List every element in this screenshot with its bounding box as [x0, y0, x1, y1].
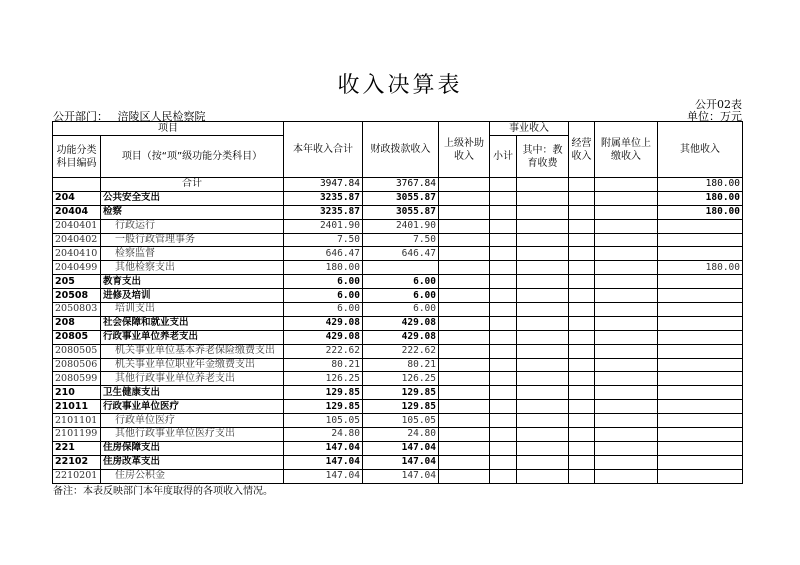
subtotal-cell [490, 414, 517, 428]
business-cell [569, 191, 595, 205]
business-cell [569, 358, 595, 372]
header-item: 项目（按“项”级功能分类科目） [101, 136, 284, 178]
item-name-cell: 卫生健康支出 [101, 386, 284, 400]
affiliated-cell [595, 414, 658, 428]
footnote: 备注：本表反映部门本年度取得的各项收入情况。 [53, 486, 273, 497]
affiliated-cell [595, 205, 658, 219]
superior-cell [439, 386, 490, 400]
department-name: 涪陵区人民检察院 [117, 110, 206, 123]
income-table [52, 121, 743, 484]
item-name-cell: 其他行政事业单位医疗支出 [101, 428, 284, 442]
fiscal-cell: 429.08 [363, 330, 439, 344]
subtotal-cell [490, 178, 517, 192]
subtotal-cell [490, 289, 517, 303]
item-name-cell: 培训支出 [101, 303, 284, 317]
fiscal-cell: 2401.90 [363, 219, 439, 233]
other-income-cell [658, 400, 743, 414]
header-subtotal: 小计 [490, 136, 517, 178]
item-name-cell: 住房改革支出 [101, 455, 284, 469]
subtotal-cell [490, 330, 517, 344]
other-income-cell [658, 330, 743, 344]
func-code-cell [53, 178, 101, 192]
table-row [53, 303, 743, 317]
edu-fee-cell [517, 469, 569, 483]
superior-cell [439, 344, 490, 358]
affiliated-cell [595, 386, 658, 400]
total-income-cell: 80.21 [284, 358, 363, 372]
business-cell [569, 205, 595, 219]
edu-fee-cell [517, 344, 569, 358]
subtotal-cell [490, 469, 517, 483]
other-income-cell [658, 441, 743, 455]
table-row [53, 344, 743, 358]
business-cell [569, 386, 595, 400]
fiscal-cell: 129.85 [363, 386, 439, 400]
item-name-cell: 一般行政管理事务 [101, 233, 284, 247]
func-code-cell: 21011 [53, 400, 101, 414]
func-code-cell: 210 [53, 386, 101, 400]
superior-cell [439, 261, 490, 275]
subtotal-cell [490, 344, 517, 358]
subtotal-cell [490, 247, 517, 261]
business-cell [569, 372, 595, 386]
item-name-cell: 其他检察支出 [101, 261, 284, 275]
item-name-cell: 行政运行 [101, 219, 284, 233]
header-other: 其他收入 [658, 122, 743, 178]
other-income-cell [658, 428, 743, 442]
item-name-cell: 住房保障支出 [101, 441, 284, 455]
fiscal-cell: 6.00 [363, 303, 439, 317]
total-income-cell: 126.25 [284, 372, 363, 386]
edu-fee-cell [517, 275, 569, 289]
business-cell [569, 441, 595, 455]
superior-cell [439, 469, 490, 483]
other-income-cell [658, 219, 743, 233]
edu-fee-cell [517, 358, 569, 372]
item-name-cell: 公共安全支出 [101, 191, 284, 205]
table-row [53, 330, 743, 344]
business-cell [569, 428, 595, 442]
other-income-cell [658, 275, 743, 289]
subtotal-cell [490, 441, 517, 455]
other-income-cell: 180.00 [658, 178, 743, 192]
edu-fee-cell [517, 178, 569, 192]
affiliated-cell [595, 316, 658, 330]
func-code-cell: 2101199 [53, 428, 101, 442]
table-row [53, 247, 743, 261]
table-row [53, 205, 743, 219]
fiscal-cell: 6.00 [363, 289, 439, 303]
func-code-cell: 2080505 [53, 344, 101, 358]
superior-cell [439, 247, 490, 261]
affiliated-cell [595, 469, 658, 483]
other-income-cell [658, 303, 743, 317]
superior-cell [439, 428, 490, 442]
other-income-cell [658, 469, 743, 483]
affiliated-cell [595, 303, 658, 317]
affiliated-cell [595, 455, 658, 469]
total-income-cell: 180.00 [284, 261, 363, 275]
total-income-cell: 147.04 [284, 441, 363, 455]
total-income-cell: 105.05 [284, 414, 363, 428]
superior-cell [439, 455, 490, 469]
item-name-cell: 住房公积金 [101, 469, 284, 483]
item-name-cell: 行政事业单位养老支出 [101, 330, 284, 344]
edu-fee-cell [517, 414, 569, 428]
edu-fee-cell [517, 441, 569, 455]
func-code-cell: 204 [53, 191, 101, 205]
item-name-cell: 社会保障和就业支出 [101, 316, 284, 330]
fiscal-cell: 147.04 [363, 469, 439, 483]
unit-label: 单位：万元 [687, 110, 742, 123]
func-code-cell: 20805 [53, 330, 101, 344]
subtotal-cell [490, 386, 517, 400]
table-row [53, 289, 743, 303]
other-income-cell [658, 386, 743, 400]
header-func-code: 功能分类科目编码 [53, 136, 101, 178]
edu-fee-cell [517, 191, 569, 205]
superior-cell [439, 275, 490, 289]
fiscal-cell [363, 261, 439, 275]
other-income-cell [658, 372, 743, 386]
table-row [53, 358, 743, 372]
affiliated-cell [595, 233, 658, 247]
business-cell [569, 233, 595, 247]
func-code-cell: 2080506 [53, 358, 101, 372]
superior-cell [439, 400, 490, 414]
edu-fee-cell [517, 400, 569, 414]
other-income-cell [658, 414, 743, 428]
other-income-cell [658, 316, 743, 330]
total-income-cell: 7.50 [284, 233, 363, 247]
func-code-cell: 20508 [53, 289, 101, 303]
superior-cell [439, 205, 490, 219]
other-income-cell [658, 344, 743, 358]
func-code-cell: 20404 [53, 205, 101, 219]
total-income-cell: 24.80 [284, 428, 363, 442]
other-income-cell [658, 233, 743, 247]
func-code-cell: 22102 [53, 455, 101, 469]
affiliated-cell [595, 358, 658, 372]
other-income-cell: 180.00 [658, 261, 743, 275]
total-income-cell: 129.85 [284, 386, 363, 400]
item-name-cell: 其他行政事业单位养老支出 [101, 372, 284, 386]
superior-cell [439, 372, 490, 386]
fiscal-cell: 429.08 [363, 316, 439, 330]
superior-cell [439, 358, 490, 372]
table-row [53, 261, 743, 275]
table-row [53, 219, 743, 233]
business-cell [569, 303, 595, 317]
business-cell [569, 469, 595, 483]
total-income-cell: 147.04 [284, 455, 363, 469]
subtotal-cell [490, 275, 517, 289]
business-cell [569, 400, 595, 414]
superior-cell [439, 330, 490, 344]
fiscal-cell: 222.62 [363, 344, 439, 358]
fiscal-cell: 147.04 [363, 441, 439, 455]
subtotal-cell [490, 219, 517, 233]
business-cell [569, 289, 595, 303]
other-income-cell [658, 358, 743, 372]
business-cell [569, 316, 595, 330]
item-name-cell: 行政事业单位医疗 [101, 400, 284, 414]
subtotal-cell [490, 261, 517, 275]
business-cell [569, 261, 595, 275]
edu-fee-cell [517, 219, 569, 233]
subtotal-cell [490, 372, 517, 386]
table-row [53, 414, 743, 428]
other-income-cell: 180.00 [658, 205, 743, 219]
affiliated-cell [595, 275, 658, 289]
subtotal-cell [490, 205, 517, 219]
edu-fee-cell [517, 330, 569, 344]
affiliated-cell [595, 344, 658, 358]
fiscal-cell: 6.00 [363, 275, 439, 289]
business-cell [569, 330, 595, 344]
affiliated-cell [595, 178, 658, 192]
table-row [53, 178, 743, 192]
other-income-cell [658, 247, 743, 261]
edu-fee-cell [517, 233, 569, 247]
header-edu-fee: 其中：教育收费 [517, 136, 569, 178]
department-label: 公开部门： [53, 110, 108, 123]
table-row [53, 441, 743, 455]
edu-fee-cell [517, 372, 569, 386]
total-income-cell: 6.00 [284, 303, 363, 317]
superior-cell [439, 414, 490, 428]
total-income-cell: 147.04 [284, 469, 363, 483]
subtotal-cell [490, 358, 517, 372]
business-cell [569, 344, 595, 358]
page-title: 收入决算表 [337, 73, 463, 98]
fiscal-cell: 147.04 [363, 455, 439, 469]
table-row [53, 316, 743, 330]
edu-fee-cell [517, 316, 569, 330]
item-name-cell: 检察监督 [101, 247, 284, 261]
superior-cell [439, 233, 490, 247]
edu-fee-cell [517, 261, 569, 275]
header-career-group: 事业收入 [490, 122, 569, 136]
table-row [53, 455, 743, 469]
fiscal-cell: 126.25 [363, 372, 439, 386]
affiliated-cell [595, 372, 658, 386]
fiscal-cell: 3767.84 [363, 178, 439, 192]
superior-cell [439, 191, 490, 205]
total-income-cell: 429.08 [284, 330, 363, 344]
edu-fee-cell [517, 289, 569, 303]
subtotal-cell [490, 303, 517, 317]
fiscal-cell: 24.80 [363, 428, 439, 442]
affiliated-cell [595, 330, 658, 344]
item-name-cell: 合计 [101, 178, 284, 192]
item-name-cell: 检察 [101, 205, 284, 219]
fiscal-cell: 3055.87 [363, 205, 439, 219]
fiscal-cell: 3055.87 [363, 191, 439, 205]
func-code-cell: 2210201 [53, 469, 101, 483]
subtotal-cell [490, 455, 517, 469]
other-income-cell: 180.00 [658, 191, 743, 205]
item-name-cell: 教育支出 [101, 275, 284, 289]
other-income-cell [658, 289, 743, 303]
edu-fee-cell [517, 205, 569, 219]
subtotal-cell [490, 191, 517, 205]
affiliated-cell [595, 289, 658, 303]
superior-cell [439, 178, 490, 192]
table-row [53, 372, 743, 386]
edu-fee-cell [517, 386, 569, 400]
func-code-cell: 2040401 [53, 219, 101, 233]
business-cell [569, 247, 595, 261]
affiliated-cell [595, 219, 658, 233]
superior-cell [439, 289, 490, 303]
fiscal-cell: 105.05 [363, 414, 439, 428]
total-income-cell: 6.00 [284, 275, 363, 289]
func-code-cell: 2040499 [53, 261, 101, 275]
item-name-cell: 行政单位医疗 [101, 414, 284, 428]
edu-fee-cell [517, 455, 569, 469]
subtotal-cell [490, 233, 517, 247]
header-total-income: 本年收入合计 [284, 122, 363, 178]
edu-fee-cell [517, 247, 569, 261]
fiscal-cell: 80.21 [363, 358, 439, 372]
superior-cell [439, 316, 490, 330]
edu-fee-cell [517, 428, 569, 442]
affiliated-cell [595, 441, 658, 455]
func-code-cell: 221 [53, 441, 101, 455]
subtotal-cell [490, 400, 517, 414]
item-name-cell: 进修及培训 [101, 289, 284, 303]
subtotal-cell [490, 428, 517, 442]
table-row [53, 191, 743, 205]
business-cell [569, 455, 595, 469]
total-income-cell: 129.85 [284, 400, 363, 414]
superior-cell [439, 303, 490, 317]
edu-fee-cell [517, 303, 569, 317]
fiscal-cell: 646.47 [363, 247, 439, 261]
table-row [53, 469, 743, 483]
header-project: 项目 [53, 122, 284, 136]
func-code-cell: 205 [53, 275, 101, 289]
affiliated-cell [595, 247, 658, 261]
business-cell [569, 275, 595, 289]
total-income-cell: 646.47 [284, 247, 363, 261]
fiscal-cell: 129.85 [363, 400, 439, 414]
item-name-cell: 机关事业单位职业年金缴费支出 [101, 358, 284, 372]
func-code-cell: 2040410 [53, 247, 101, 261]
subtotal-cell [490, 316, 517, 330]
business-cell [569, 178, 595, 192]
business-cell [569, 219, 595, 233]
func-code-cell: 2080599 [53, 372, 101, 386]
form-code: 公开02表 [695, 98, 742, 111]
total-income-cell: 3235.87 [284, 205, 363, 219]
total-income-cell: 3947.84 [284, 178, 363, 192]
table-row [53, 233, 743, 247]
affiliated-cell [595, 191, 658, 205]
header-superior: 上级补助收入 [439, 122, 490, 178]
total-income-cell: 222.62 [284, 344, 363, 358]
other-income-cell [658, 455, 743, 469]
superior-cell [439, 441, 490, 455]
table-row [53, 428, 743, 442]
func-code-cell: 2101101 [53, 414, 101, 428]
table-row [53, 400, 743, 414]
table-row [53, 275, 743, 289]
header-fiscal: 财政拨款收入 [363, 122, 439, 178]
table-row [53, 386, 743, 400]
item-name-cell: 机关事业单位基本养老保险缴费支出 [101, 344, 284, 358]
total-income-cell: 6.00 [284, 289, 363, 303]
header-business: 经营收入 [569, 122, 595, 178]
total-income-cell: 2401.90 [284, 219, 363, 233]
affiliated-cell [595, 428, 658, 442]
affiliated-cell [595, 400, 658, 414]
func-code-cell: 2050803 [53, 303, 101, 317]
fiscal-cell: 7.50 [363, 233, 439, 247]
total-income-cell: 3235.87 [284, 191, 363, 205]
func-code-cell: 208 [53, 316, 101, 330]
business-cell [569, 414, 595, 428]
header-affiliated: 附属单位上缴收入 [595, 122, 658, 178]
affiliated-cell [595, 261, 658, 275]
total-income-cell: 429.08 [284, 316, 363, 330]
func-code-cell: 2040402 [53, 233, 101, 247]
superior-cell [439, 219, 490, 233]
